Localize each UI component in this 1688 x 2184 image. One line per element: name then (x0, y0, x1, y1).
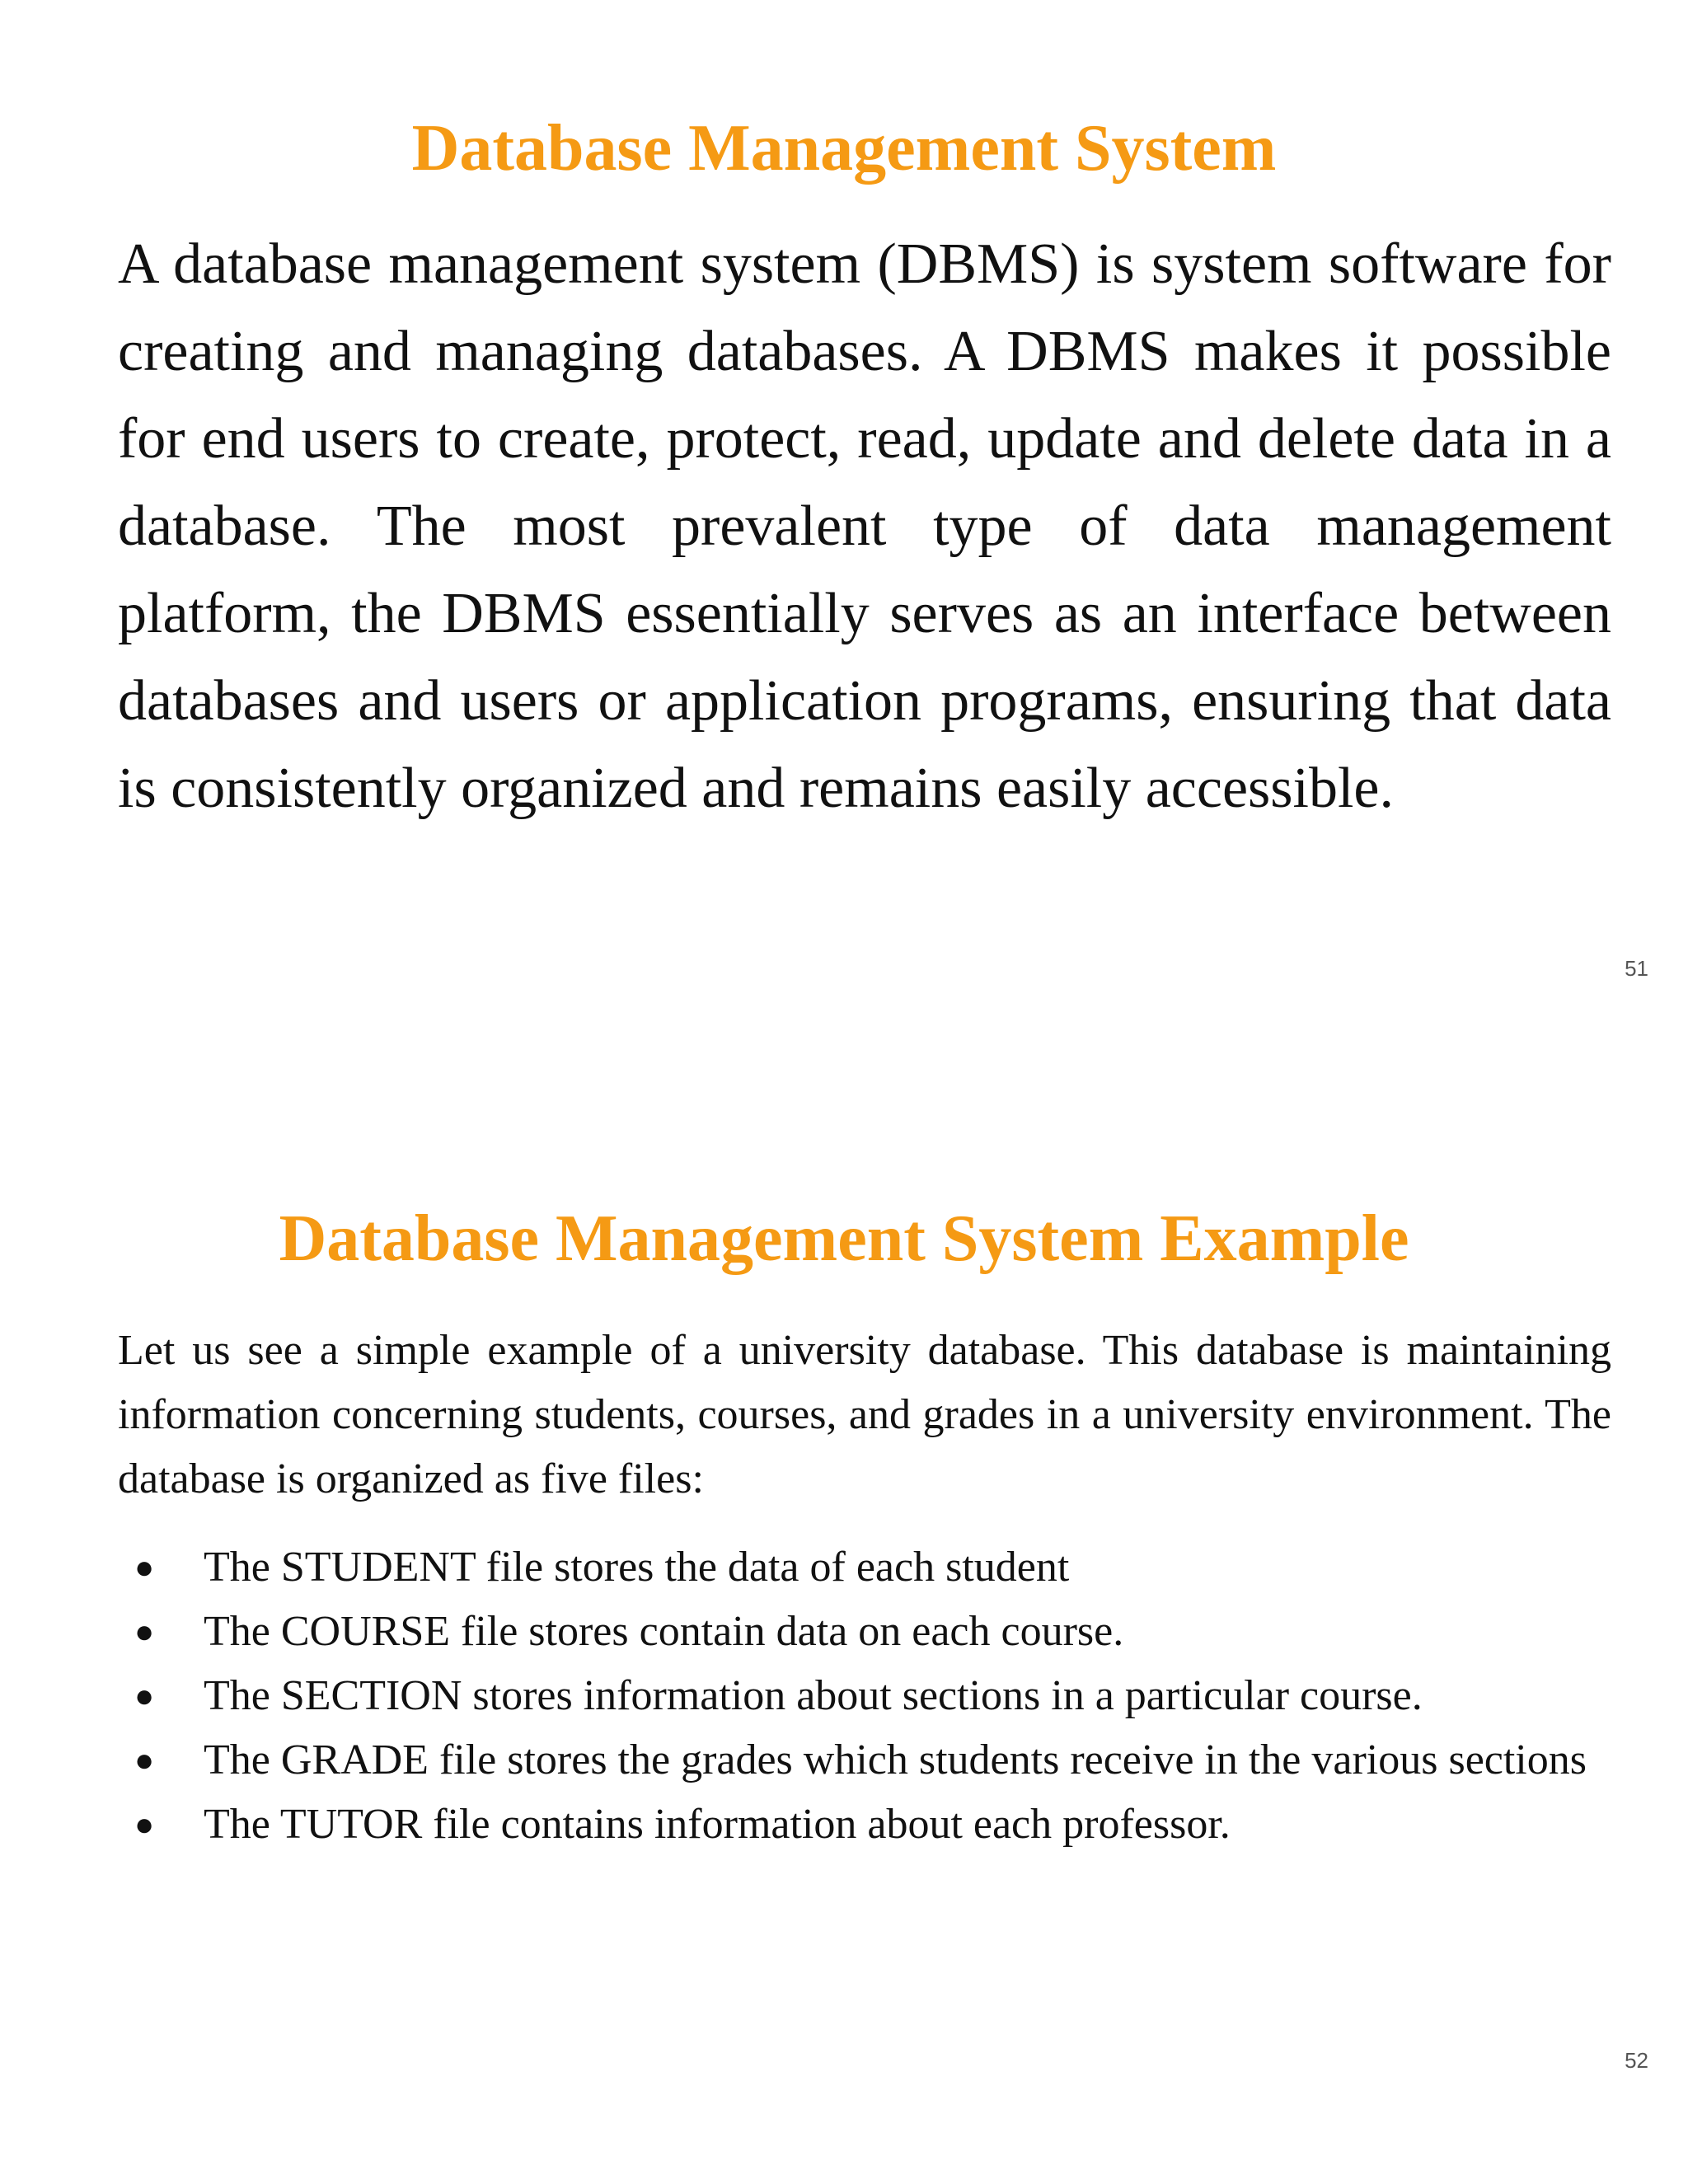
list-item-text: The STUDENT file stores the data of each student (204, 1544, 1070, 1591)
list-item (118, 1535, 1611, 1600)
list-item-text: The GRADE file stores the grades which students receive in the various sections (204, 1736, 1587, 1783)
page-title: Database Management System Example (279, 1202, 1409, 1275)
bullet-icon: ● (134, 1806, 155, 1843)
list-item (118, 1600, 1611, 1664)
list-item-text: The COURSE file stores contain data on each course. (204, 1608, 1124, 1655)
dbms-definition-paragraph: A database management system (DBMS) is system software for creating and managing databases. A DBMS makes it possible for end users to create, protect, read, update and delete data in a database. The most prevalent type of data management platform, the DBMS essentially serves as an interface between databases and users or application programs, ensuring that data is consistently organized and remains easily accessible. (118, 232, 1611, 820)
list-item (118, 1728, 1611, 1793)
file-list (118, 1535, 1611, 1857)
bullet-icon: ● (134, 1677, 155, 1714)
list-item-text: The SECTION stores information about sections in a particular course. (204, 1672, 1423, 1719)
list-item-text: The TUTOR file contains information about each professor. (204, 1801, 1231, 1848)
bullet-icon: ● (134, 1613, 155, 1650)
list-item (118, 1664, 1611, 1728)
page-number: 52 (1625, 2048, 1648, 2073)
list-item (118, 1793, 1611, 1857)
bullet-icon: ● (134, 1741, 155, 1779)
page-title: Database Management System (411, 112, 1277, 185)
example-intro-paragraph: Let us see a simple example of a university database. This database is maintaining information concerning students, courses, and grades in a university environment. The database is organized as five files: (118, 1327, 1611, 1502)
page-52 (0, 1092, 1688, 2184)
page-number: 51 (1625, 956, 1648, 981)
bullet-icon: ● (134, 1549, 155, 1586)
